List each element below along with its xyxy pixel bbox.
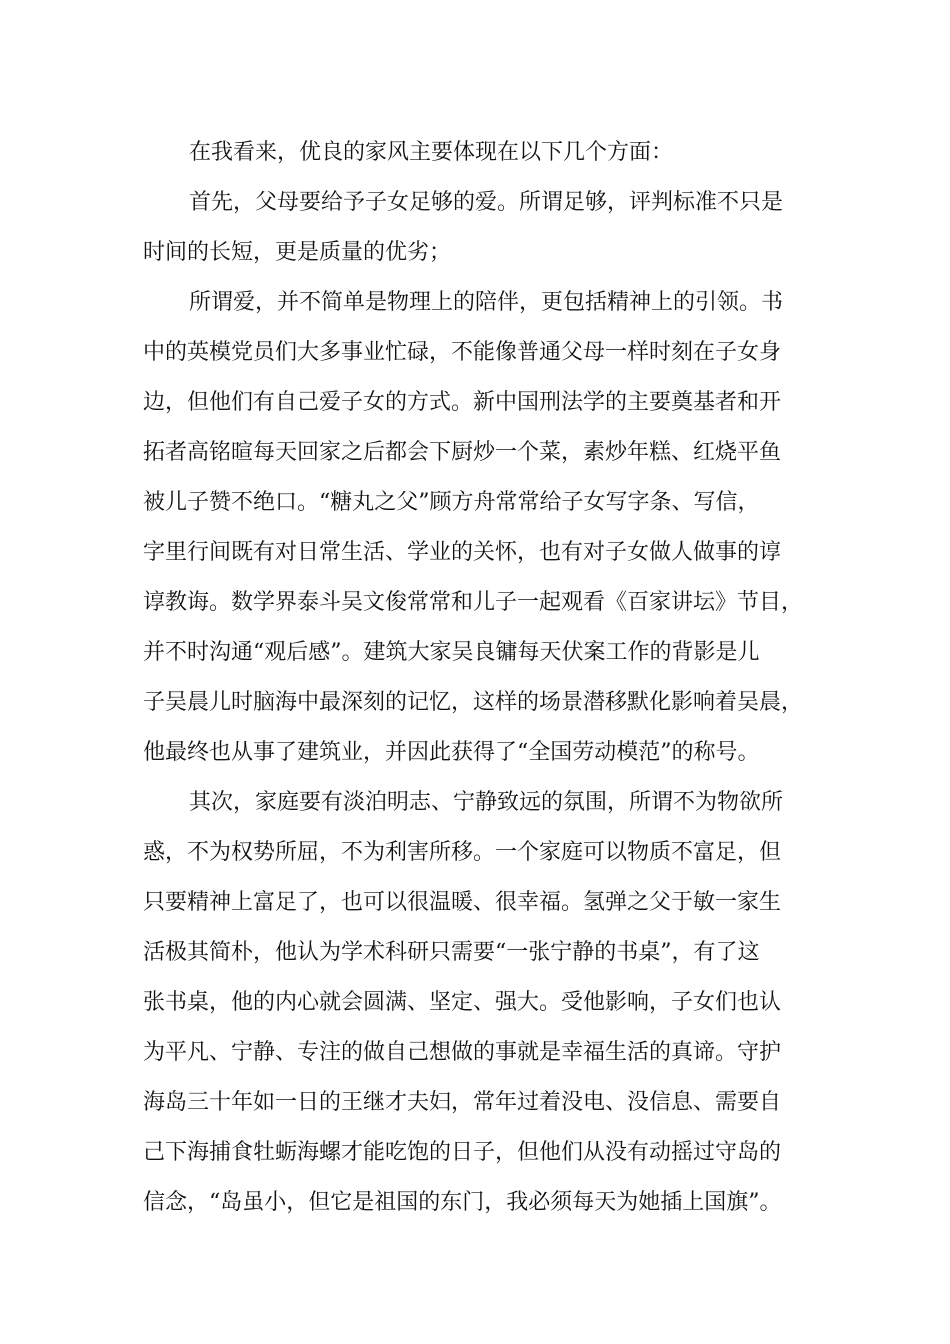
paragraph-line: 海岛三十年如一日的王继才夫妇，常年过着没电、没信息、需要自 xyxy=(143,1090,782,1115)
paragraph-line: 信念，“岛虽小，但它是祖国的东门，我必须每天为她插上国旗”。 xyxy=(143,1190,782,1215)
paragraph-line: 首先，父母要给予子女足够的爱。所谓足够，评判标准不只是 xyxy=(189,190,784,215)
paragraph-line: 己下海捕食牡蛎海螺才能吃饱的日子，但他们从没有动摇过守岛的 xyxy=(143,1140,782,1165)
paragraph-line: 中的英模党员们大多事业忙碌，不能像普通父母一样时刻在子女身 xyxy=(143,340,782,365)
paragraph-line: 其次，家庭要有淡泊明志、宁静致远的氛围，所谓不为物欲所 xyxy=(189,790,784,815)
paragraph-line: 被儿子赞不绝口。“糖丸之父”顾方舟常常给子女写字条、写信， xyxy=(143,490,760,515)
paragraph-line: 字里行间既有对日常生活、学业的关怀，也有对子女做人做事的谆 xyxy=(143,540,782,565)
paragraph-line: 只要精神上富足了，也可以很温暖、很幸福。氢弹之父于敏一家生 xyxy=(143,890,782,915)
paragraph-line: 拓者高铭暄每天回家之后都会下厨炒一个菜，素炒年糕、红烧平鱼 xyxy=(143,440,782,465)
paragraph-line: 张书桌，他的内心就会圆满、坚定、强大。受他影响，子女们也认 xyxy=(143,990,782,1015)
paragraph-line: 并不时沟通“观后感”。建筑大家吴良镛每天伏案工作的背影是儿 xyxy=(143,640,760,665)
paragraph-line: 为平凡、宁静、专注的做自己想做的事就是幸福生活的真谛。守护 xyxy=(143,1040,782,1065)
paragraph-line: 所谓爱，并不简单是物理上的陪伴，更包括精神上的引领。书 xyxy=(189,290,784,315)
paragraph-line: 在我看来，优良的家风主要体现在以下几个方面： xyxy=(189,140,674,165)
paragraph-line: 时间的长短，更是质量的优劣； xyxy=(143,240,452,265)
paragraph-line: 边，但他们有自己爱子女的方式。新中国刑法学的主要奠基者和开 xyxy=(143,390,782,415)
paragraph-line: 他最终也从事了建筑业，并因此获得了“全国劳动模范”的称号。 xyxy=(143,740,760,765)
paragraph-line: 惑，不为权势所屈，不为利害所移。一个家庭可以物质不富足，但 xyxy=(143,840,782,865)
paragraph-line: 活极其简朴，他认为学术科研只需要“一张宁静的书桌”，有了这 xyxy=(143,940,760,965)
paragraph-line: 子吴晨儿时脑海中最深刻的记忆，这样的场景潜移默化影响着吴晨， xyxy=(143,690,804,715)
document-body xyxy=(143,128,823,1228)
paragraph-line: 谆教诲。数学界泰斗吴文俊常常和儿子一起观看《百家讲坛》节目， xyxy=(143,590,804,615)
